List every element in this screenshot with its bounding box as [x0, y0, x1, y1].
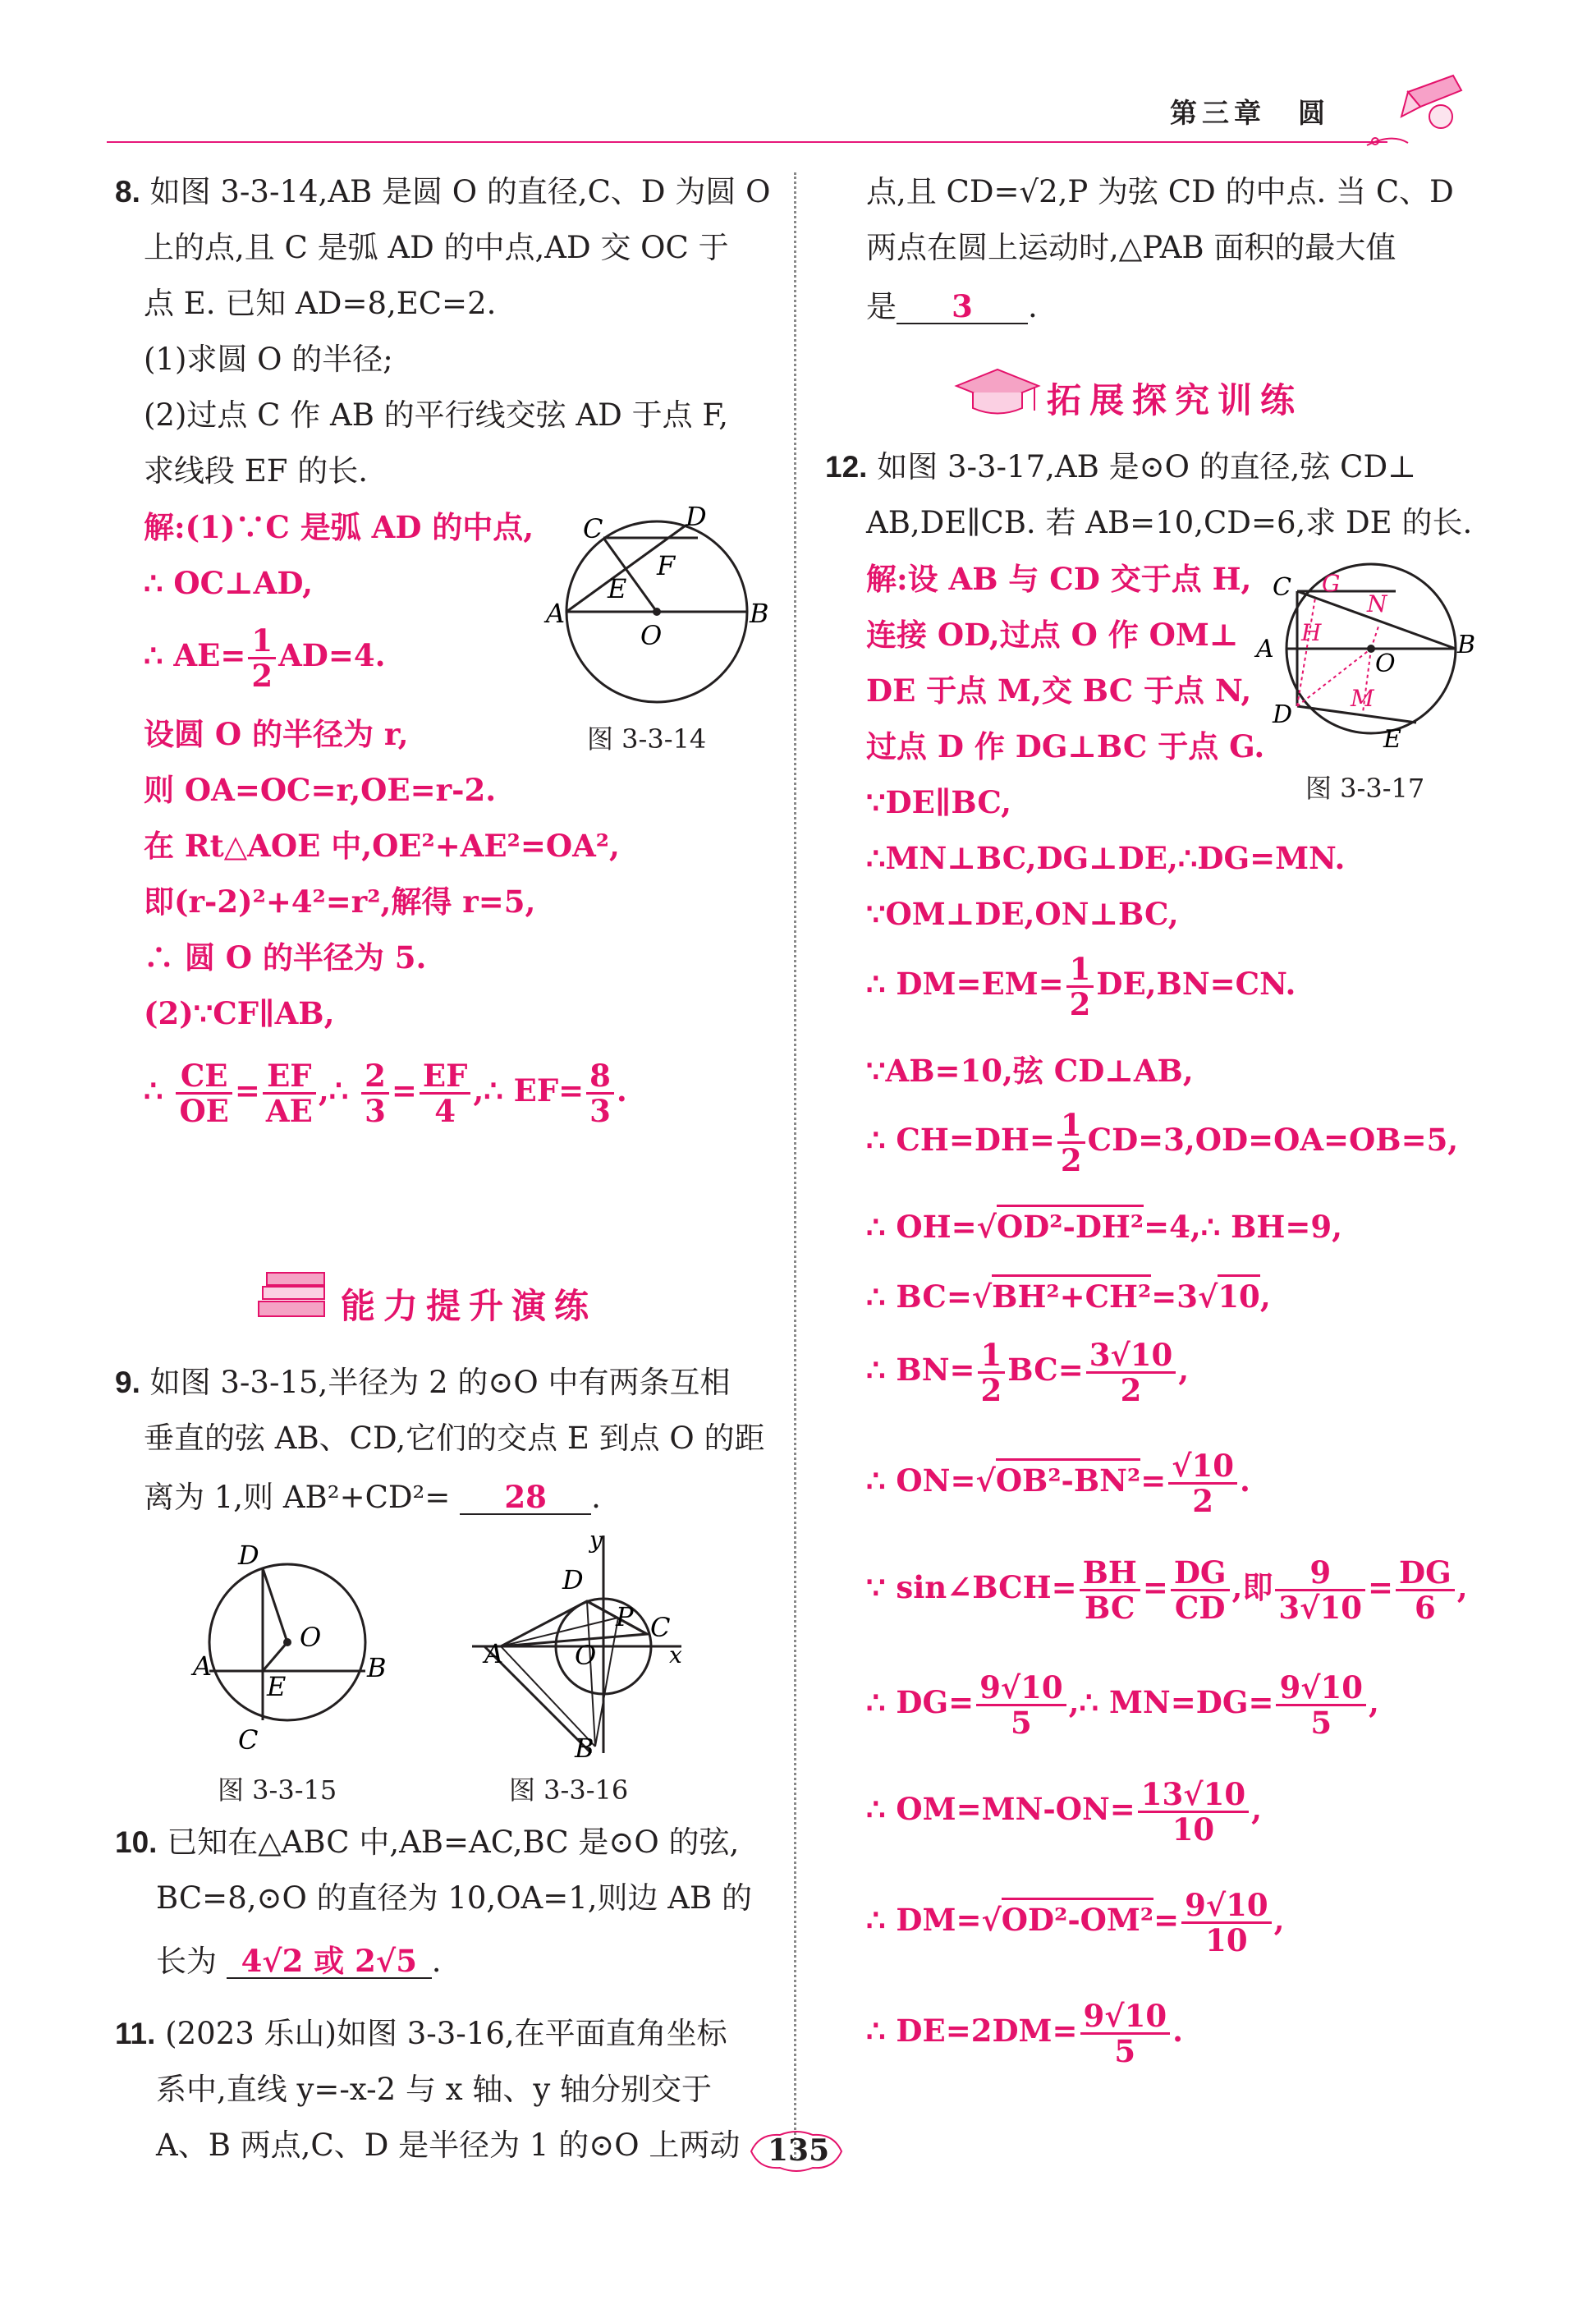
q12-sol-dm2: ∴ DM=√OD²-OM²= $\frac{9√10}{10}$ , [866, 1887, 1285, 1958]
section-books-icon [250, 1260, 341, 1326]
chapter-title: 第三章 圆 [1170, 97, 1330, 129]
fig17-label-H: H [1301, 619, 1322, 646]
fig16-label-P: P [616, 1601, 634, 1632]
q8-line-4: (1)求圆 O 的半径; [144, 342, 393, 377]
fig17-label-A: A [1256, 635, 1274, 663]
q12-sol-7: ∵OM⊥DE,ON⊥BC, [866, 896, 1179, 932]
q8-line-1: 如图 3-3-14,AB 是圆 O 的直径,C、D 为圆 O [149, 174, 771, 209]
q11-answer: 3 [897, 290, 1028, 324]
fig15-caption: 图 3-3-15 [218, 1774, 337, 1806]
q9-line-2: 垂直的弦 AB、CD,它们的交点 E 到点 O 的距 [144, 1421, 765, 1456]
q12-sol-sin: ∵ sin∠BCH= $\frac{BH}{BC}$ = $\frac{DG}{CD}$ ,即 $\frac{9}{3√10}$ = $\frac{DG}{6}$ , [866, 1554, 1468, 1626]
q12-sol-6: ∴MN⊥BC,DG⊥DE,∴DG=MN. [866, 840, 1346, 876]
q12-sol-4: 过点 D 作 DG⊥BC 于点 G. [866, 728, 1265, 764]
q8-sol-1: 解:(1)∵C 是弧 AD 的中点, [144, 509, 534, 545]
fig17-label-B: B [1457, 631, 1476, 659]
q12-sol-2: 连接 OD,过点 O 作 OM⊥ [866, 617, 1239, 653]
q12-sol-de: ∴ DE=2DM= $\frac{9√10}{5}$ . [866, 1998, 1183, 2069]
fig14-label-A: A [546, 598, 566, 629]
fig14-label-B: B [750, 598, 769, 629]
fig14-label-C: C [583, 513, 603, 544]
fig15-label-D: D [238, 1540, 259, 1571]
q9-line-3: 离为 1,则 AB²+CD²= 28 . [144, 1479, 601, 1515]
fig17-label-E: E [1383, 725, 1401, 754]
fig17-label-G: G [1322, 570, 1341, 597]
q8-sol-6: 即(r-2)²+4²=r²,解得 r=5, [144, 884, 536, 920]
q9-number: 9. [115, 1366, 140, 1399]
q12-sol-3: DE 于点 M,交 BC 于点 N, [866, 673, 1252, 709]
figure-3-3-14 [538, 501, 776, 714]
fig17-label-N: N [1367, 590, 1387, 617]
q9-line-1: 如图 3-3-15,半径为 2 的⊙O 中有两条互相 [149, 1365, 731, 1400]
q11-cont-2: 两点在圆上运动时,△PAB 面积的最大值 [866, 230, 1396, 265]
fig17-label-C: C [1273, 573, 1291, 602]
fig15-label-B: B [367, 1652, 387, 1683]
q10-line-2: BC=8,⊙O 的直径为 10,OA=1,则边 AB 的 [156, 1880, 752, 1916]
q12-sol-oh: ∴ OH=√OD²-DH²=4,∴ BH=9, [866, 1199, 1342, 1255]
figure-3-3-17 [1248, 558, 1486, 772]
q12-sol-8: ∵AB=10,弦 CD⊥AB, [866, 1053, 1194, 1089]
fig17-label-M: M [1351, 685, 1374, 712]
fig15-label-O: O [300, 1622, 322, 1653]
q12-sol-om: ∴ OM=MN-ON= $\frac{13√10}{10}$ , [866, 1776, 1262, 1848]
fig16-label-O: O [575, 1640, 597, 1671]
fig15-label-C: C [238, 1724, 259, 1756]
fig17-caption: 图 3-3-17 [1305, 773, 1425, 804]
fig14-label-O: O [640, 620, 663, 651]
fig16-caption: 图 3-3-16 [509, 1774, 629, 1806]
fig16-label-A: A [484, 1638, 504, 1669]
fig16-label-x: x [669, 1641, 682, 1669]
fig17-label-O: O [1375, 650, 1396, 678]
q8-sol-4: 则 OA=OC=r,OE=r-2. [144, 772, 497, 808]
figure-3-3-16 [468, 1523, 714, 1761]
q8-sol-8: (2)∵CF∥AB, [144, 995, 335, 1031]
figure-3-3-15 [185, 1527, 398, 1757]
q12-sol-dm: ∴ DM=EM= $\frac{1}{2}$ DE,BN=CN. [866, 951, 1296, 1022]
q8-line-6: 求线段 EF 的长. [144, 453, 368, 489]
q8-line-3: 点 E. 已知 AD=8,EC=2. [144, 286, 497, 321]
q11-line-3: A、B 两点,C、D 是半径为 1 的⊙O 上两动 [156, 2128, 741, 2163]
fig14-label-E: E [608, 573, 627, 604]
fig14-label-D: D [686, 501, 707, 532]
fig14-label-F: F [657, 550, 676, 581]
q10-line-1: 已知在△ABC 中,AB=AC,BC 是⊙O 的弦, [167, 1825, 740, 1860]
q11-line-1: (2023 乐山)如图 3-3-16,在平面直角坐标 [165, 2016, 727, 2051]
q12-sol-on: ∴ ON=√OB²-BN²= $\frac{√10}{2}$ . [866, 1448, 1250, 1519]
q12-sol-5: ∵DE∥BC, [866, 784, 1012, 820]
q8-sol-3: 设圆 O 的半径为 r, [144, 716, 409, 752]
q8-number: 8. [115, 175, 140, 209]
fig15-label-A: A [193, 1650, 213, 1682]
q11-number: 11. [115, 2017, 156, 2050]
q12-sol-1: 解:设 AB 与 CD 交于点 H, [866, 561, 1252, 597]
fig16-label-D: D [562, 1564, 584, 1595]
q11-cont-1: 点,且 CD=√2,P 为弦 CD 的中点. 当 C、D [866, 174, 1454, 209]
fig16-label-B: B [575, 1733, 594, 1761]
q10-line-3: 长为 4√2 或 2√5 . [156, 1943, 442, 1979]
q9-answer: 28 [460, 1480, 591, 1515]
q8-sol-ae: ∴ AE= $\frac{1}{2}$ AD=4. [144, 622, 386, 694]
q10-answer: 4√2 或 2√5 [227, 1944, 432, 1979]
q12-sol-bn: ∴ BN= $\frac{1}{2}$ BC= $\frac{3√10}{2}$ , [866, 1337, 1190, 1408]
page-number: 135 [768, 2133, 830, 2168]
q12-sol-dg: ∴ DG= $\frac{9√10}{5}$ ,∴ MN=DG= $\frac{9√10}{5}$ , [866, 1669, 1379, 1741]
q11-line-2: 系中,直线 y=-x-2 与 x 轴、y 轴分别交于 [156, 2072, 713, 2107]
q12-sol-ch: ∴ CH=DH= $\frac{1}{2}$ CD=3,OD=OA=OB=5, [866, 1107, 1459, 1178]
q12-line-1: 如图 3-3-17,AB 是⊙O 的直径,弦 CD⊥ [877, 449, 1416, 484]
section-ability-title: 能力提升演练 [341, 1286, 598, 1326]
fig16-label-C: C [650, 1612, 671, 1643]
fig17-label-D: D [1273, 700, 1293, 729]
section-extension-title: 拓展探究训练 [1047, 380, 1304, 420]
q12-number: 12. [825, 450, 868, 484]
q8-sol-2: ∴ OC⊥AD, [144, 565, 313, 601]
q12-sol-bc: ∴ BC=√BH²+CH²=3√10, [866, 1269, 1271, 1324]
column-divider [794, 172, 796, 2160]
q8-sol-ef: ∴ $\frac{CE}{OE}$ = $\frac{EF}{AE}$ ,∴ $\frac{2}{3}$ = $\frac{EF}{4}$ ,∴ EF= $\frac{8}{3}$ . [144, 1058, 627, 1129]
q8-sol-7: ∴ 圆 O 的半径为 5. [144, 939, 427, 975]
fig16-label-y: y [589, 1526, 603, 1554]
fig15-label-E: E [267, 1671, 287, 1702]
pencil-hat-icon [1359, 67, 1474, 158]
q12-line-2: AB,DE∥CB. 若 AB=10,CD=6,求 DE 的长. [866, 505, 1473, 540]
q10-number: 10. [115, 1825, 158, 1859]
q8-line-5: (2)过点 C 作 AB 的平行线交弦 AD 于点 F, [144, 397, 729, 433]
fig14-caption: 图 3-3-14 [587, 723, 707, 755]
q11-cont-3: 是 3 . [866, 288, 1038, 324]
section-graduation-cap-icon [948, 357, 1047, 423]
q8-line-2: 上的点,且 C 是弧 AD 的中点,AD 交 OC 于 [144, 230, 729, 265]
header-rule [107, 141, 1387, 143]
q8-sol-5: 在 Rt△AOE 中,OE²+AE²=OA², [144, 828, 620, 864]
